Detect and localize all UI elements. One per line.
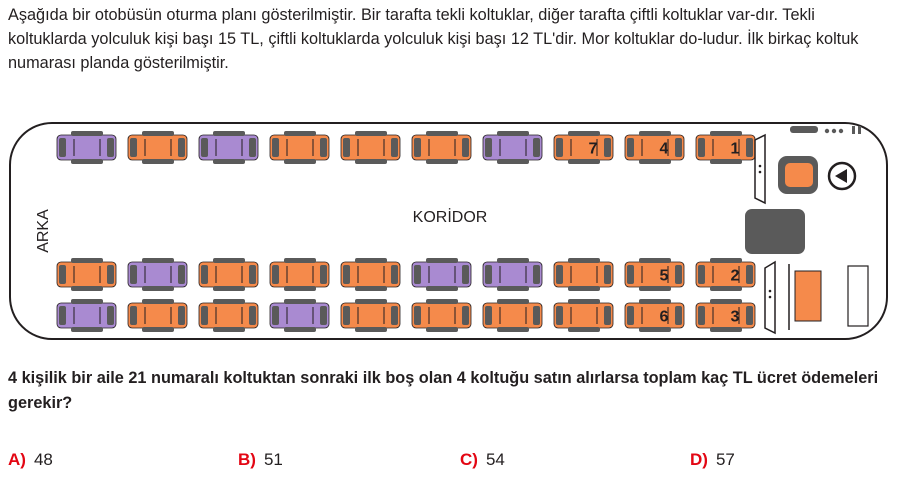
question-text: 4 kişilik bir aile 21 numaralı koltuktan sonraki ilk boş olan 4 koltuğu satın alırlarsa toplam kaç TL ücret ödemeleri gerekir? <box>8 369 879 412</box>
seat-empty <box>696 299 755 332</box>
seat-empty <box>341 131 400 164</box>
seat-empty <box>625 258 684 291</box>
seat-empty <box>341 258 400 291</box>
option-b[interactable] <box>238 448 283 472</box>
seat-empty <box>412 131 471 164</box>
seat-empty <box>625 299 684 332</box>
seat-empty <box>270 131 329 164</box>
seat-occupied <box>57 299 116 332</box>
seat-occupied <box>483 131 542 164</box>
option-value: 51 <box>263 450 283 469</box>
seat-number: 1 <box>730 140 740 158</box>
seat-occupied <box>128 258 187 291</box>
dashboard-strip <box>790 126 818 133</box>
seat-number: 4 <box>659 140 669 158</box>
seat-occupied <box>199 131 258 164</box>
seat-number: 5 <box>659 267 669 285</box>
front-window <box>848 266 868 326</box>
guide-seat <box>795 271 821 321</box>
dashboard-console <box>745 209 805 254</box>
option-value: 57 <box>715 450 735 469</box>
back-label: ARKA <box>35 209 52 253</box>
seat-empty <box>483 299 542 332</box>
seat-empty <box>128 299 187 332</box>
option-d[interactable] <box>690 448 735 472</box>
option-letter: A) <box>8 450 26 469</box>
seat-number: 6 <box>659 308 669 326</box>
corridor-label: KORİDOR <box>412 209 488 226</box>
option-letter: C) <box>460 450 478 469</box>
seat-number: 2 <box>730 267 740 285</box>
seat-empty <box>199 258 258 291</box>
option-letter: B) <box>238 450 256 469</box>
front-door-top <box>755 135 765 203</box>
seat-empty <box>57 258 116 291</box>
seat-empty <box>128 131 187 164</box>
seat-occupied <box>483 258 542 291</box>
option-c[interactable] <box>460 448 505 472</box>
seat-empty <box>270 258 329 291</box>
steering-wheel-icon <box>829 163 855 189</box>
seat-empty <box>554 258 613 291</box>
seat-empty <box>412 299 471 332</box>
option-value: 48 <box>33 450 53 469</box>
seat-empty <box>696 258 755 291</box>
seat-empty <box>554 299 613 332</box>
seat-empty <box>625 131 684 164</box>
seat-number: 7 <box>588 140 598 158</box>
option-letter: D) <box>690 450 708 469</box>
seat-empty <box>554 131 613 164</box>
seat-occupied <box>270 299 329 332</box>
seat-empty <box>199 299 258 332</box>
seat-occupied <box>412 258 471 291</box>
seat-empty <box>341 299 400 332</box>
option-a[interactable] <box>8 448 53 472</box>
seat-occupied <box>57 131 116 164</box>
option-value: 54 <box>485 450 505 469</box>
seat-number: 3 <box>730 308 740 326</box>
driver-seat <box>778 156 818 194</box>
seat-empty <box>696 131 755 164</box>
question-intro: Aşağıda bir otobüsün oturma planı gösterilmiştir. Bir tarafta tekli koltuklar, diğer tarafta çiftli koltuklar var-dır. Tekli koltuklarda yolculuk kişi başı 15 TL, çiftli koltuklarda yolculuk kişi başı 12 TL'dir. Mor koltuklar do-ludur. İlk birkaç koltuk numarası planda gösterilmiştir. <box>8 6 859 72</box>
